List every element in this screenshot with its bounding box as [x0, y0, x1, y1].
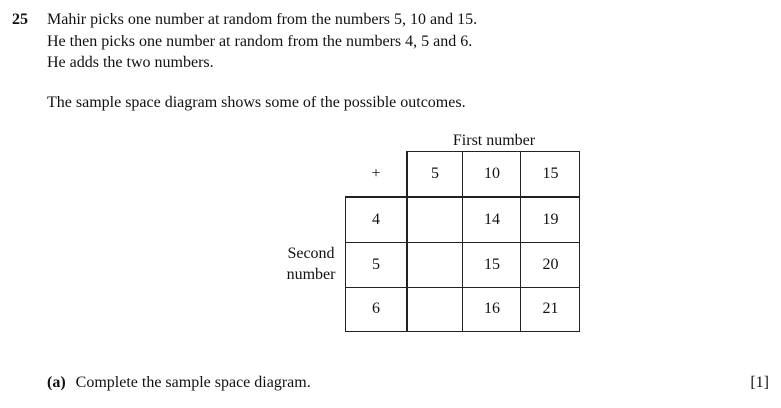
marks-indicator: [1]	[750, 374, 769, 391]
row-header: 4	[372, 210, 380, 228]
question-intro: The sample space diagram shows some of the possible outcomes.	[47, 94, 466, 111]
question-number: 25	[12, 11, 28, 28]
sum-cell: 15	[484, 255, 500, 273]
corner-plus: +	[371, 164, 381, 182]
row-header: 5	[372, 255, 380, 273]
question-line-2: He then picks one number at random from the numbers 4, 5 and 6.	[47, 33, 473, 50]
sum-cell: 21	[542, 300, 559, 317]
sum-cell: 20	[542, 255, 559, 273]
column-header: 5	[431, 164, 439, 182]
question-line-1: Mahir picks one number at random from the numbers 5, 10 and 15.	[47, 11, 478, 28]
sum-cell: 16	[484, 300, 500, 317]
blank-answer-cell[interactable]	[407, 287, 463, 331]
second-label-line-2: number	[286, 266, 336, 283]
sample-space-grid	[345, 151, 580, 332]
blank-answer-cell[interactable]	[407, 197, 463, 242]
column-header: 10	[484, 164, 500, 182]
column-header: 15	[542, 164, 559, 182]
row-header: 6	[372, 300, 380, 317]
second-number-label	[272, 243, 350, 285]
part-a	[47, 374, 311, 392]
second-label-line-1: Second	[287, 245, 335, 262]
part-a-text: Complete the sample space diagram.	[75, 374, 311, 391]
question-line-3: He adds the two numbers.	[47, 54, 214, 71]
first-number-label: First number	[452, 132, 536, 149]
sum-cell: 14	[484, 210, 500, 228]
sum-cell: 19	[542, 210, 559, 228]
part-a-label: (a)	[47, 374, 66, 391]
blank-answer-cell[interactable]	[407, 242, 463, 287]
